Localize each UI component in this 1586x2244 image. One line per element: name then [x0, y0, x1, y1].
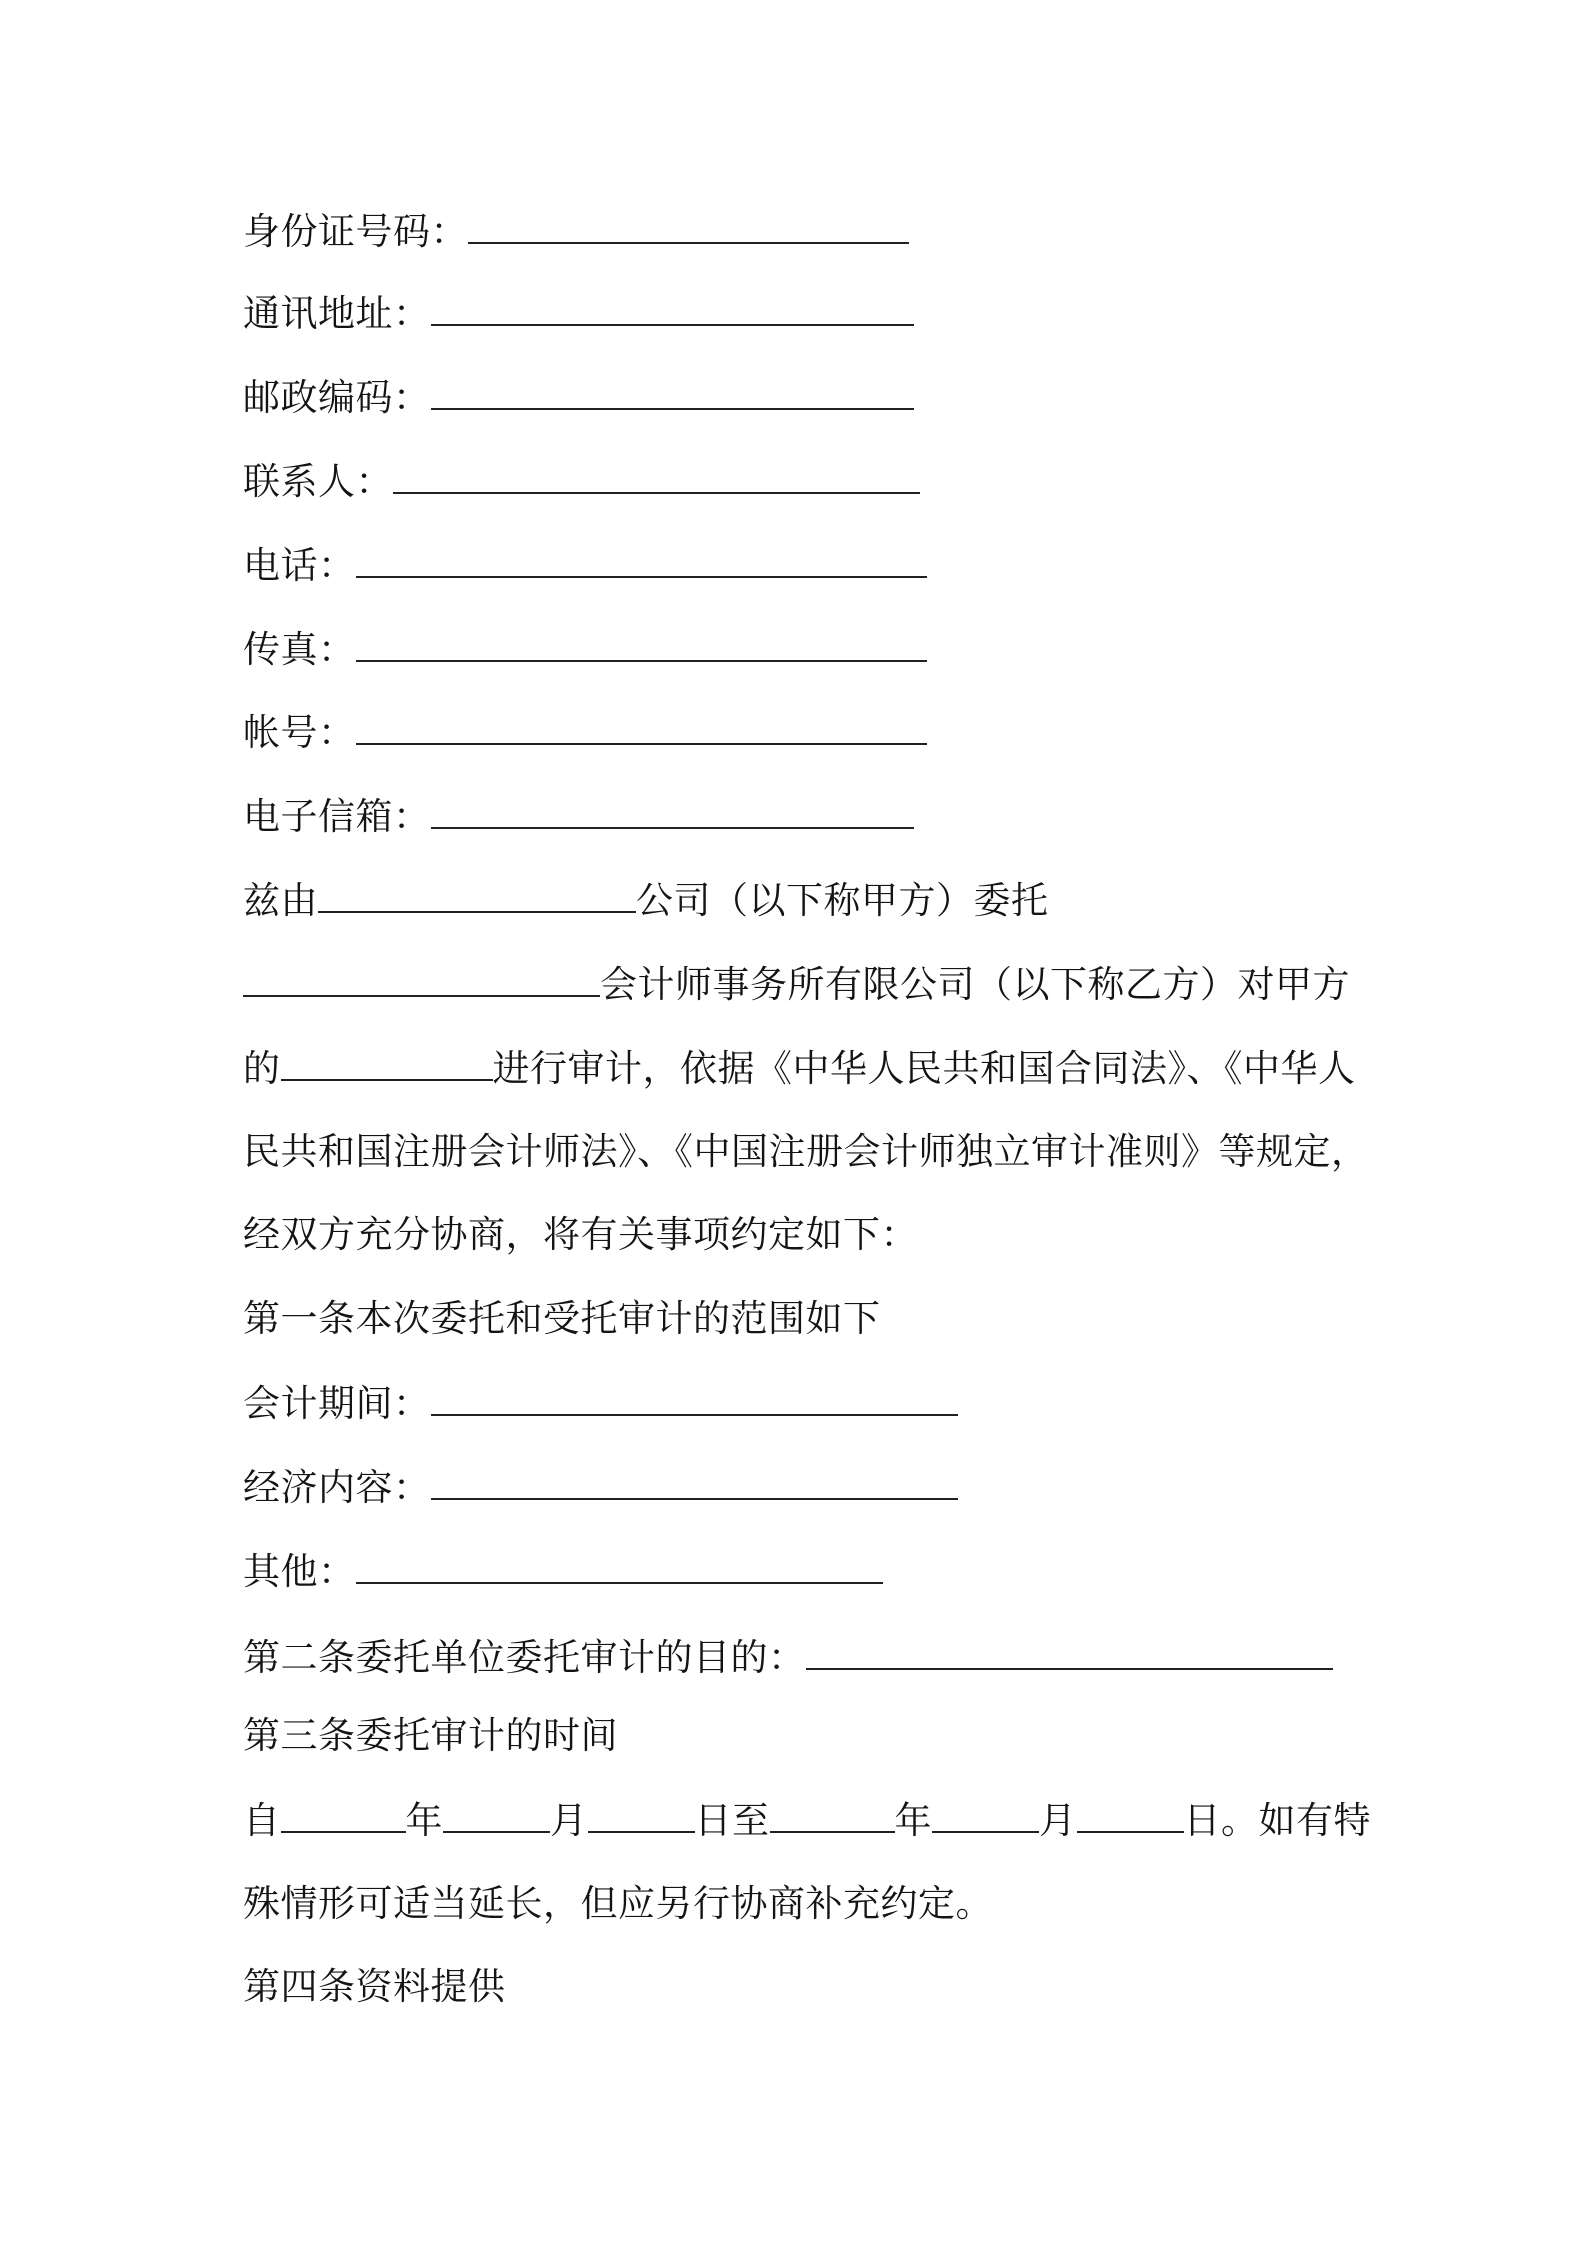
- paragraph-line-5: 经双方充分协商，将有关事项约定如下：: [243, 1213, 918, 1256]
- accounting-period-blank[interactable]: [431, 1380, 958, 1416]
- paragraph-line-3: [243, 1045, 1356, 1092]
- paragraph-text: 兹由: [243, 879, 318, 922]
- accounting-period-label: 会计期间：: [243, 1382, 431, 1425]
- fax-blank[interactable]: [356, 626, 927, 662]
- address-label: 通讯地址：: [243, 292, 431, 335]
- phone-row: [243, 542, 927, 589]
- fax-label: 传真：: [243, 628, 356, 671]
- address-row: [243, 290, 914, 337]
- paragraph-line-1: [243, 877, 1049, 924]
- email-label: 电子信箱：: [243, 795, 431, 838]
- id-number-label: 身份证号码：: [243, 210, 468, 253]
- start-month-blank[interactable]: [443, 1797, 550, 1833]
- year-text: 年: [405, 1799, 443, 1842]
- auditor-firm-blank[interactable]: [243, 961, 600, 997]
- article-2-heading: 第二条委托单位委托审计的目的：: [243, 1636, 806, 1679]
- from-text: 自: [243, 1799, 281, 1842]
- paragraph-text: 的: [243, 1047, 281, 1090]
- address-blank[interactable]: [431, 290, 914, 326]
- economic-content-label: 经济内容：: [243, 1466, 431, 1509]
- id-number-blank[interactable]: [468, 208, 909, 244]
- article-1-heading: 第一条本次委托和受托审计的范围如下: [243, 1297, 881, 1340]
- client-company-blank[interactable]: [318, 877, 636, 913]
- audit-purpose-blank[interactable]: [806, 1634, 1333, 1670]
- paragraph-text: 会计师事务所有限公司（以下称乙方）对甲方: [600, 963, 1350, 1006]
- account-row: [243, 709, 927, 756]
- paragraph-text: 进行审计，依据《中华人民共和国合同法》、《中华人: [492, 1047, 1356, 1090]
- paragraph-line-2: [243, 961, 1350, 1008]
- end-year-blank[interactable]: [770, 1797, 895, 1833]
- phone-label: 电话：: [243, 544, 356, 587]
- economic-content-blank[interactable]: [431, 1464, 958, 1500]
- article-3-heading: 第三条委托审计的时间: [243, 1714, 618, 1757]
- audit-subject-blank[interactable]: [281, 1045, 493, 1081]
- id-number-row: [243, 208, 909, 255]
- day-to-text: 日至: [694, 1799, 770, 1842]
- contact-person-blank[interactable]: [393, 458, 920, 494]
- contact-person-row: [243, 458, 920, 505]
- month-text: 月: [1039, 1799, 1077, 1842]
- paragraph-line-4: 民共和国注册会计师法》、《中国注册会计师独立审计准则》等规定，: [243, 1130, 1369, 1173]
- phone-blank[interactable]: [356, 542, 927, 578]
- end-day-blank[interactable]: [1077, 1797, 1184, 1833]
- account-label: 帐号：: [243, 711, 356, 754]
- contact-person-label: 联系人：: [243, 460, 393, 503]
- postcode-label: 邮政编码：: [243, 376, 431, 419]
- email-blank[interactable]: [431, 793, 914, 829]
- postcode-blank[interactable]: [431, 374, 914, 410]
- other-row: [243, 1548, 883, 1595]
- accounting-period-row: [243, 1380, 958, 1427]
- other-label: 其他：: [243, 1550, 356, 1593]
- day-end-text: 日。如有特: [1183, 1799, 1371, 1842]
- end-month-blank[interactable]: [932, 1797, 1039, 1833]
- article-2-row: [243, 1634, 1333, 1681]
- article-4-heading: 第四条资料提供: [243, 1965, 506, 2008]
- year-text: 年: [894, 1799, 932, 1842]
- fax-row: [243, 626, 927, 673]
- economic-content-row: [243, 1464, 958, 1511]
- email-row: [243, 793, 914, 840]
- other-blank[interactable]: [356, 1548, 883, 1584]
- audit-time-row: [243, 1797, 1371, 1844]
- account-blank[interactable]: [356, 709, 927, 745]
- postcode-row: [243, 374, 914, 421]
- start-day-blank[interactable]: [588, 1797, 695, 1833]
- start-year-blank[interactable]: [281, 1797, 406, 1833]
- month-text: 月: [550, 1799, 588, 1842]
- audit-time-line-2: 殊情形可适当延长，但应另行协商补充约定。: [243, 1882, 993, 1925]
- paragraph-text: 公司（以下称甲方）委托: [636, 879, 1049, 922]
